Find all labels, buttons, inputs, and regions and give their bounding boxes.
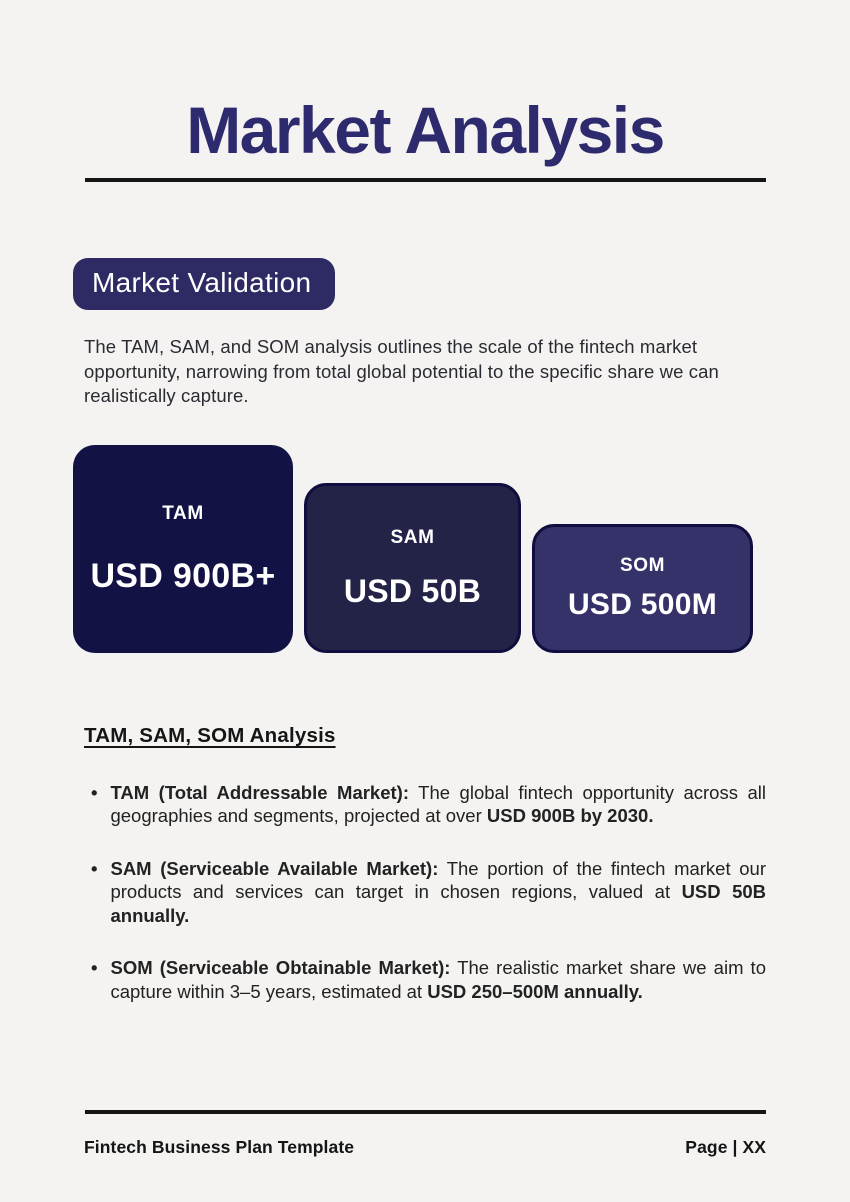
- bullet-body: The global fintech opportunity across all geographies and segments, projected at over: [110, 782, 766, 827]
- bullet-marker: •: [91, 957, 98, 979]
- bullet-body: The portion of the fintech market our products and services can target in chosen regions, valued at: [110, 857, 766, 903]
- bullet-lead: TAM (Total Addressable Market):: [110, 782, 409, 803]
- bullet-emphasis: USD 50B annually.: [110, 881, 767, 926]
- bullet-text: [110, 781, 766, 828]
- footer-doc-title: Fintech Business Plan Template: [84, 1137, 355, 1157]
- bullet-marker: •: [91, 782, 98, 803]
- sam-box: [304, 483, 521, 653]
- bullet-emphasis: USD 900B by 2030.: [486, 805, 654, 827]
- tam-sam-som-chart: [73, 445, 850, 653]
- som-box-label: SOM: [619, 555, 666, 576]
- footer-divider: [85, 1110, 766, 1114]
- tam-box: [73, 445, 293, 653]
- tam-box-label: TAM: [162, 502, 204, 524]
- bullet-lead: SAM (Serviceable Available Market):: [110, 857, 439, 879]
- title-divider: [85, 178, 766, 182]
- bullet-item-tam: [84, 781, 766, 828]
- sam-box-label: SAM: [390, 526, 435, 548]
- footer: [84, 1137, 766, 1158]
- som-box: [532, 524, 753, 653]
- bullet-item-som: [84, 956, 766, 1003]
- footer-page-number: Page | XX: [685, 1137, 766, 1157]
- intro-paragraph: The TAM, SAM, and SOM analysis outlines the scale of the fintech market opportunity, narrowing from total global potential to the specific share we can realistically capture.: [84, 336, 719, 406]
- bullet-text: [110, 956, 766, 1003]
- tam-box-value: USD 900B+: [90, 556, 276, 595]
- section-badge: Market Validation: [73, 258, 335, 310]
- bullet-emphasis: USD 250–500M annually.: [427, 980, 643, 1002]
- analysis-bullet-list: [84, 781, 766, 1003]
- som-box-value: USD 500M: [567, 588, 718, 621]
- sam-box-value: USD 50B: [343, 572, 482, 609]
- bullet-marker: •: [91, 857, 98, 879]
- page-title: Market Analysis: [186, 93, 664, 167]
- bullet-body: The realistic market share we aim to capture within 3–5 years, estimated at: [110, 957, 766, 1002]
- analysis-heading: TAM, SAM, SOM Analysis: [84, 724, 336, 747]
- bullet-lead: SOM (Serviceable Obtainable Market):: [110, 957, 451, 979]
- bullet-item-sam: [84, 857, 766, 927]
- bullet-text: [110, 857, 766, 927]
